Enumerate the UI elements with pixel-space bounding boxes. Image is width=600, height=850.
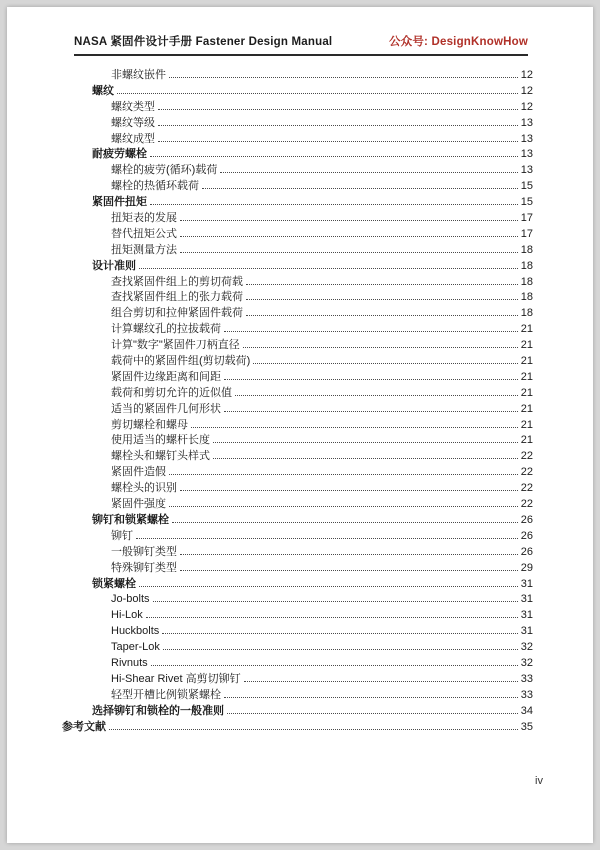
toc-dot-leader	[235, 395, 518, 396]
toc-dot-leader	[162, 633, 517, 634]
toc-entry[interactable]	[111, 640, 533, 656]
toc-entry-page: 21	[520, 386, 533, 399]
toc-dot-leader	[246, 315, 518, 316]
toc-entry-page: 26	[520, 513, 533, 526]
toc-dot-leader	[243, 347, 518, 348]
toc-entry-label: 螺纹类型	[111, 100, 155, 113]
toc-entry-page: 18	[520, 291, 533, 304]
toc-entry[interactable]	[111, 163, 533, 179]
toc-entry[interactable]	[111, 370, 533, 386]
toc-entry[interactable]	[111, 672, 533, 688]
toc-dot-leader	[153, 601, 518, 602]
toc-dot-leader	[246, 299, 518, 300]
toc-dot-leader	[117, 93, 518, 94]
toc-entry-label: 扭矩表的发展	[111, 212, 177, 225]
toc-entry-label: 铆钉	[111, 529, 133, 542]
toc-entry-page: 26	[520, 545, 533, 558]
toc-entry-label: 紧固件边缘距离和间距	[111, 370, 221, 383]
toc-entry-page: 31	[520, 609, 533, 622]
toc-entry-label: 耐疲劳螺栓	[92, 148, 147, 161]
toc-entry-label: 紧固件强度	[111, 498, 166, 511]
toc-entry[interactable]	[92, 195, 533, 211]
toc-entry-page: 12	[520, 100, 533, 113]
toc-entry-label: 替代扭矩公式	[111, 227, 177, 240]
toc-entry-label: 紧固件扭矩	[92, 196, 147, 209]
page-content	[7, 7, 593, 735]
toc-entry-label: 螺纹等级	[111, 116, 155, 129]
toc-entry-page: 21	[520, 402, 533, 415]
toc-dot-leader	[224, 379, 518, 380]
toc-entry[interactable]	[111, 529, 533, 545]
toc-dot-leader	[253, 363, 517, 364]
toc-entry-label: 螺纹	[92, 84, 114, 97]
toc-entry-page: 34	[520, 704, 533, 717]
toc-entry-page: 12	[520, 84, 533, 97]
toc-entry-label: Jo-bolts	[111, 593, 150, 606]
toc-dot-leader	[224, 697, 518, 698]
toc-entry-label: 计算螺纹孔的拉拔载荷	[111, 323, 221, 336]
toc-dot-leader	[224, 411, 518, 412]
toc-dot-leader	[172, 522, 518, 523]
toc-entry[interactable]	[111, 100, 533, 116]
toc-entry-label: 铆钉和锁紧螺栓	[92, 513, 169, 526]
toc-entry-label: 螺栓头的识别	[111, 482, 177, 495]
toc-entry-page: 13	[520, 116, 533, 129]
toc-entry-label: 选择铆钉和锁栓的一般准则	[92, 704, 224, 717]
toc-entry[interactable]	[111, 656, 533, 672]
toc-entry-page: 21	[520, 339, 533, 352]
toc-entry-page: 22	[520, 482, 533, 495]
toc-dot-leader	[158, 109, 518, 110]
toc-entry[interactable]	[111, 433, 533, 449]
toc-dot-leader	[180, 490, 518, 491]
toc-entry-label: 特殊铆钉类型	[111, 561, 177, 574]
toc-entry[interactable]	[111, 338, 533, 354]
toc-dot-leader	[246, 284, 518, 285]
toc-entry-page: 18	[520, 243, 533, 256]
toc-entry[interactable]	[92, 84, 533, 100]
toc-entry-label: 螺纹成型	[111, 132, 155, 145]
toc-entry-label: 载荷和剪切允许的近似值	[111, 386, 232, 399]
toc-entry-label: 使用适当的螺杆长度	[111, 434, 210, 447]
toc-entry[interactable]	[92, 147, 533, 163]
toc-entry-label: 螺栓的疲劳(循环)载荷	[111, 164, 218, 177]
toc-dot-leader	[213, 442, 518, 443]
toc-entry[interactable]	[111, 561, 533, 577]
toc-dot-leader	[202, 188, 518, 189]
toc-dot-leader	[227, 713, 518, 714]
toc-entry-page: 21	[520, 323, 533, 336]
toc-list	[62, 68, 533, 735]
toc-entry[interactable]	[111, 179, 533, 195]
toc-dot-leader	[150, 156, 518, 157]
toc-entry-page: 18	[520, 307, 533, 320]
toc-entry[interactable]	[111, 68, 533, 84]
folio-page-number: iv	[535, 775, 543, 787]
toc-entry-page: 13	[520, 164, 533, 177]
toc-dot-leader	[150, 204, 518, 205]
toc-entry[interactable]	[111, 418, 533, 434]
toc-dot-leader	[213, 458, 518, 459]
toc-entry[interactable]	[111, 497, 533, 513]
toc-entry[interactable]	[111, 624, 533, 640]
toc-entry[interactable]	[111, 354, 533, 370]
toc-entry-page: 22	[520, 450, 533, 463]
toc-entry[interactable]	[111, 688, 533, 704]
toc-dot-leader	[158, 125, 518, 126]
toc-dot-leader	[180, 252, 518, 253]
toc-entry-page: 29	[520, 561, 533, 574]
toc-entry-label: 组合剪切和拉伸紧固件载荷	[111, 307, 243, 320]
toc-dot-leader	[136, 538, 518, 539]
toc-entry-label: 查找紧固件组上的张力载荷	[111, 291, 243, 304]
toc-entry-page: 21	[520, 434, 533, 447]
toc-entry-label: 紧固件造假	[111, 466, 166, 479]
toc-entry-page: 15	[520, 196, 533, 209]
toc-entry[interactable]	[111, 449, 533, 465]
toc-entry[interactable]	[111, 322, 533, 338]
toc-entry[interactable]	[62, 720, 533, 736]
toc-dot-leader	[180, 554, 518, 555]
toc-dot-leader	[158, 141, 518, 142]
toc-entry-page: 33	[520, 672, 533, 685]
toc-entry-page: 31	[520, 625, 533, 638]
toc-entry-page: 17	[520, 212, 533, 225]
toc-entry-label: 非螺纹嵌件	[111, 69, 166, 81]
toc-entry[interactable]	[111, 290, 533, 306]
toc-entry-page: 32	[520, 641, 533, 654]
toc-dot-leader	[169, 77, 518, 78]
toc-entry-label: 螺栓的热循环载荷	[111, 180, 199, 193]
toc-entry[interactable]	[111, 481, 533, 497]
toc-entry-label: 设计准则	[92, 259, 136, 272]
toc-entry-label: Hi-Shear Rivet 高剪切铆钉	[111, 672, 241, 685]
toc-entry-page: 26	[520, 529, 533, 542]
toc-entry-label: Huckbolts	[111, 625, 160, 638]
toc-entry-page: 22	[520, 498, 533, 511]
toc-entry-page: 33	[520, 688, 533, 701]
toc-entry-page: 21	[520, 370, 533, 383]
document-page	[7, 7, 593, 843]
toc-entry-page: 13	[520, 132, 533, 145]
toc-entry[interactable]	[111, 386, 533, 402]
toc-entry-label: 参考文献	[62, 720, 106, 733]
header-brand: 公众号: DesignKnowHow	[388, 36, 528, 48]
toc-entry-label: 剪切螺栓和螺母	[111, 418, 188, 431]
document-title: NASA 紧固件设计手册 Fastener Design Manual	[74, 36, 333, 48]
toc-entry[interactable]	[111, 545, 533, 561]
toc-entry-page: 31	[520, 593, 533, 606]
toc-entry-label: 计算"数字"紧固件刀柄直径	[111, 339, 240, 352]
toc-entry-page: 17	[520, 227, 533, 240]
toc-entry-page: 35	[520, 720, 533, 733]
toc-entry-page: 31	[520, 577, 533, 590]
toc-entry-label: 锁紧螺栓	[92, 577, 136, 590]
toc-entry-page: 21	[520, 355, 533, 368]
toc-dot-leader	[151, 665, 518, 666]
toc-entry-page: 13	[520, 148, 533, 161]
toc-entry-label: 轻型开槽比例锁紧螺栓	[111, 688, 221, 701]
toc-entry-page: 18	[520, 259, 533, 272]
toc-dot-leader	[180, 236, 518, 237]
toc-dot-leader	[163, 649, 518, 650]
toc-dot-leader	[224, 331, 518, 332]
toc-dot-leader	[191, 427, 518, 428]
toc-entry[interactable]	[92, 259, 533, 275]
toc-entry-page: 32	[520, 656, 533, 669]
toc-dot-leader	[244, 681, 518, 682]
toc-dot-leader	[220, 172, 517, 173]
toc-entry-label: 螺栓头和螺钉头样式	[111, 450, 210, 463]
toc-entry[interactable]	[111, 592, 533, 608]
toc-entry-page: 22	[520, 466, 533, 479]
page-header	[74, 7, 528, 56]
toc-entry[interactable]	[111, 211, 533, 227]
toc-dot-leader	[146, 617, 518, 618]
toc-entry-label: Taper-Lok	[111, 641, 160, 654]
toc-entry[interactable]	[111, 116, 533, 132]
toc-entry-label: 查找紧固件组上的剪切荷载	[111, 275, 243, 288]
toc-dot-leader	[109, 729, 518, 730]
toc-entry-page: 18	[520, 275, 533, 288]
toc-dot-leader	[169, 506, 518, 507]
toc-entry[interactable]	[111, 608, 533, 624]
toc-entry-label: 扭矩测量方法	[111, 243, 177, 256]
toc-dot-leader	[139, 268, 518, 269]
toc-entry[interactable]	[111, 275, 533, 291]
toc-entry-label: Rivnuts	[111, 656, 148, 669]
toc-entry-page: 15	[520, 180, 533, 193]
toc-entry[interactable]	[111, 465, 533, 481]
toc-entry[interactable]	[111, 227, 533, 243]
toc-entry[interactable]	[111, 243, 533, 259]
toc-entry[interactable]	[111, 132, 533, 148]
toc-entry[interactable]	[92, 704, 533, 720]
toc-entry-page: 21	[520, 418, 533, 431]
toc-entry-label: 适当的紧固件几何形状	[111, 402, 221, 415]
toc-entry[interactable]	[92, 577, 533, 593]
toc-dot-leader	[139, 586, 518, 587]
toc-entry-label: 载荷中的紧固件组(剪切载荷)	[111, 355, 251, 368]
toc-entry[interactable]	[111, 402, 533, 418]
toc-entry[interactable]	[92, 513, 533, 529]
toc-entry[interactable]	[111, 306, 533, 322]
toc-dot-leader	[180, 570, 518, 571]
toc-dot-leader	[180, 220, 518, 221]
toc-entry-page: 12	[520, 69, 533, 81]
toc-entry-label: 一般铆钉类型	[111, 545, 177, 558]
toc-entry-label: Hi-Lok	[111, 609, 143, 622]
toc-dot-leader	[169, 474, 518, 475]
